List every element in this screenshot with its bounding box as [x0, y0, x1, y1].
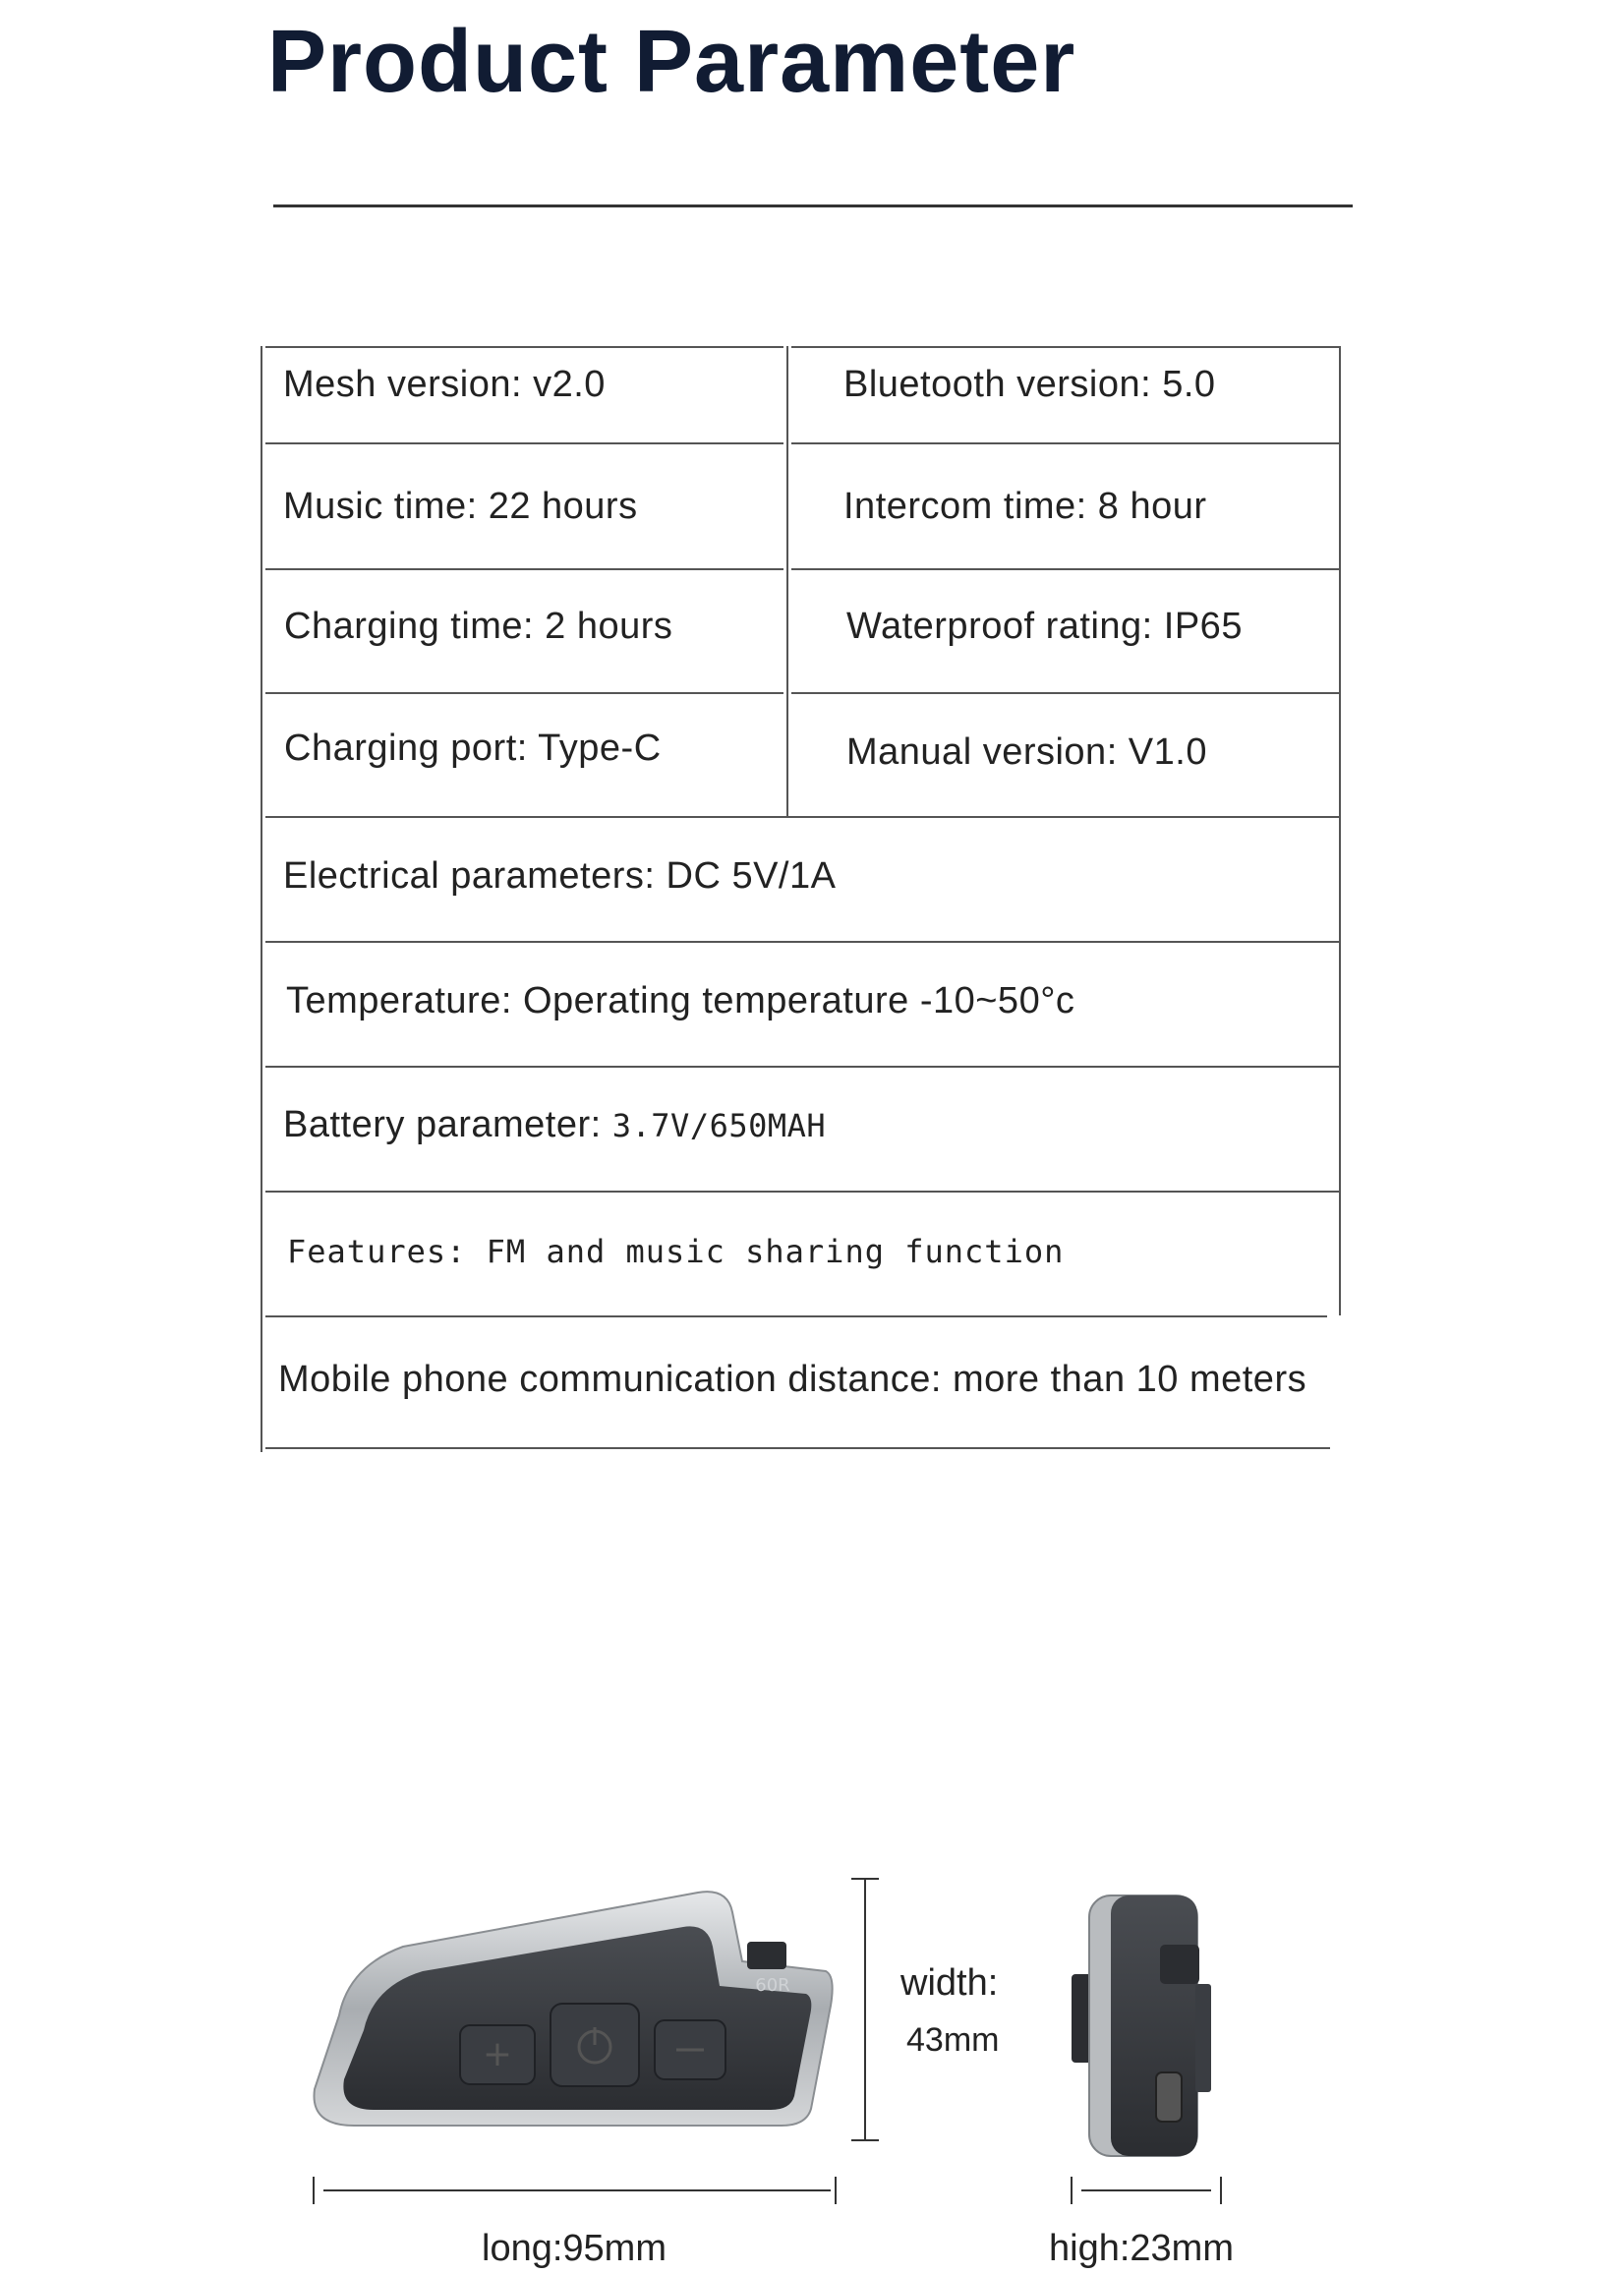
- row-divider: [265, 1191, 1339, 1193]
- row-divider: [791, 568, 1339, 570]
- table-bottom-border: [265, 1447, 1330, 1449]
- high-dimension-marker: [1068, 2173, 1225, 2208]
- row-divider: [265, 1315, 1327, 1317]
- usb-port: [1156, 2072, 1182, 2122]
- spec-manual-version: Manual version: V1.0: [846, 731, 1207, 773]
- row-divider: [265, 816, 1339, 818]
- battery-value: 3.7V/650MAH: [611, 1107, 827, 1144]
- spec-bluetooth-version: Bluetooth version: 5.0: [843, 364, 1216, 405]
- spec-electrical-parameters: Electrical parameters: DC 5V/1A: [283, 855, 837, 897]
- device-side-view: [1062, 1886, 1239, 2181]
- spec-intercom-time: Intercom time: 8 hour: [843, 486, 1207, 527]
- svg-text:+: +: [482, 2034, 513, 2074]
- spec-charging-time: Charging time: 2 hours: [284, 606, 673, 647]
- side-back-plate: [1111, 1895, 1197, 2156]
- spec-features: Features: FM and music sharing function: [287, 1233, 1065, 1270]
- spec-music-time: Music time: 22 hours: [283, 486, 638, 527]
- long-dimension-marker: [310, 2173, 841, 2208]
- spec-charging-port: Charging port: Type-C: [284, 728, 662, 769]
- row-divider: [265, 941, 1339, 943]
- width-label: width:: [900, 1962, 999, 2004]
- width-dimension-marker: [843, 1873, 883, 2148]
- row-divider: [265, 692, 783, 694]
- row-divider: [265, 442, 783, 444]
- table-top-left-border: [265, 346, 783, 348]
- table-center-divider: [786, 346, 788, 816]
- spec-waterproof-rating: Waterproof rating: IP65: [846, 606, 1243, 647]
- table-right-border: [1339, 346, 1341, 1315]
- battery-label: Battery parameter:: [283, 1104, 612, 1145]
- title-divider: [273, 204, 1353, 207]
- long-label: long:95mm: [482, 2228, 667, 2269]
- model-label: 60R: [755, 1975, 790, 1996]
- spec-mesh-version: Mesh version: v2.0: [283, 364, 606, 405]
- width-value: 43mm: [906, 2021, 1000, 2059]
- spec-temperature: Temperature: Operating temperature -10~50°c: [286, 980, 1075, 1021]
- table-top-right-border: [791, 346, 1339, 348]
- page-title: Product Parameter: [267, 13, 1076, 111]
- table-left-border: [261, 346, 262, 1452]
- side-button: [747, 1942, 786, 1969]
- side-top-button: [1160, 1945, 1199, 1984]
- row-divider: [265, 568, 783, 570]
- spec-communication-distance: Mobile phone communication distance: more than 10 meters: [278, 1359, 1307, 1400]
- row-divider: [791, 692, 1339, 694]
- side-right-clip: [1195, 1984, 1211, 2092]
- row-divider: [791, 442, 1339, 444]
- row-divider: [265, 1066, 1339, 1068]
- high-label: high:23mm: [1049, 2228, 1234, 2269]
- spec-battery-parameter: [283, 1104, 826, 1146]
- device-front-view: [295, 1868, 845, 2153]
